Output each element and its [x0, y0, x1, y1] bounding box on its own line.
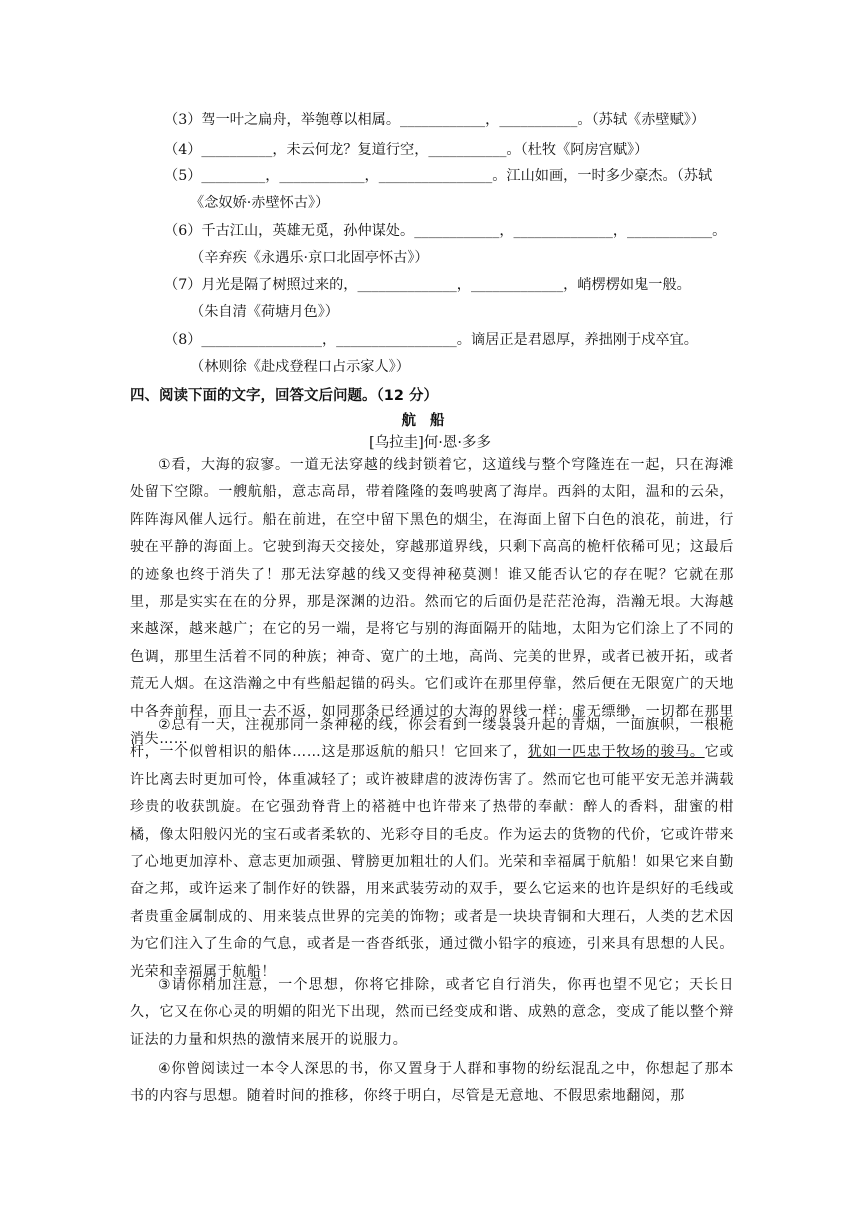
paragraph-3: ③请你稍加注意，一个思想，你将它排除，或者它自行消失，你再也望不见它；天长日久，它又在你心灵的明媚的阳光下出现，然而已经变成和谐、成熟的意念，变成了能以整个辩证法的力量和炽热的激情来展开的说服力。 — [130, 977, 734, 1048]
question-line-5-source: 《念奴娇·赤壁怀古》） — [190, 195, 330, 211]
paragraph-1: ①看，大海的寂寥。一道无法穿越的线封锁着它，这道线与整个穹隆连在一起，只在海滩处留下空隙。一艘航船，意志高昂，带着隆隆的轰鸣驶离了海岸。西斜的太阳，温和的云朵，阵阵海风催人远行。船在前进，在空中留下黑色的烟尘，在海面上留下白色的浪花，前进，行驶在平静的海面上。它驶到海天交接处，穿越那道界线，只剩下高高的桅杆依稀可见；这最后的迹象也终于消失了！那无法穿越的线又变得神秘莫测！谁又能否认它的存在呢？它就在那里，那是实实在在的分界，那是深渊的边沿。然而它的后面仍是茫茫沧海，浩瀚无垠。大海越来越深，越来越广；在它的另一端，是将它与别的海面隔开的陆地，太阳为它们涂上了不同的色调，那里生活着不同的种族；神奇、宽广的土地，高尚、完美的世界，或者已被开拓，或者荒无人烟。在这浩瀚之中有些船起锚的码头。它们或许在那里停靠，然后便在无限宽广的天地中各奔前程，而且一去不返，如同那条已经通过的大海的界线一样：虚无缥缈，一切都在那里消失…… — [130, 457, 734, 748]
article-author: [乌拉圭]何·恩·多多 — [368, 435, 492, 451]
question-line-8-source: （林则徐《赴戍登程口占示家人》） — [190, 359, 410, 375]
paragraph-2-text: ②总有一天，注视那同一条神秘的线，你会看到一缕袅袅升起的青烟，一面旗帜，一根桅杆，一个似曾相识的船体……这是那返航的船只！它回来了， — [130, 717, 734, 761]
question-line-8: （8）_________________，_________________。谪居正是君恩厚，养拙刚于戍卒宜。 — [164, 332, 698, 348]
paragraph-2 — [130, 712, 734, 986]
question-line-4: （4）__________，未云何龙？复道行空，___________。（杜牧《阿房宫赋》） — [164, 142, 649, 158]
question-line-7: （7）月光是隔了树照过来的，______________，_____________，峭楞楞如鬼一般。 — [164, 277, 691, 293]
article-title: 航船 — [401, 413, 459, 429]
question-line-7-source: （朱自清《荷塘月色》） — [190, 304, 339, 320]
underlined-sentence: 犹如一匹忠于牧场的骏马。 — [527, 744, 705, 761]
question-line-6-source: （辛弃疾《永遇乐·京口北固亭怀古》） — [190, 250, 429, 266]
section-heading: 四、阅读下面的文字，回答文后问题。（12 分） — [130, 388, 438, 404]
question-line-3: （3）驾一叶之扁舟，举匏尊以相属。____________，___________。（苏轼《赤壁赋》） — [164, 112, 706, 128]
question-line-5: （5）_________，____________，________________。江山如画，一时多少豪杰。（苏轼 — [164, 168, 713, 184]
paragraph-2-text-cont: 它或许比离去时更加可怜，体重减轻了；或许被肆虐的波涛伤害了。然而它也可能平安无恙并满载珍贵的收获凯旋。在它强劲脊背上的褡裢中也许带来了热带的奉献：醉人的香料，甜蜜的柑橘，像太阳般闪光的宝石或者柔软的、光彩夺目的毛皮。作为运去的货物的代价，它或许带来了心地更加淳朴、意志更加顽强、臂膀更加粗壮的人们。光荣和幸福属于航船！如果它来自勤奋之邦，或许运来了制作好的铁器，用来武装劳动的双手，要么它运来的也许是织好的毛线或者贵重金属制成的、用来装点世界的完美的饰物；或者是一块块青铜和大理石，人类的艺术因为它们注入了生命的气息，或者是一沓沓纸张，通过微小铅字的痕迹，引来具有思想的人民。光荣和幸福属于航船！ — [130, 744, 734, 980]
question-line-6: （6）千古江山，英雄无觅，孙仲谋处。____________，______________，____________。 — [164, 223, 727, 239]
paragraph-4: ④你曾阅读过一本令人深思的书，你又置身于人群和事物的纷纭混乱之中，你想起了那本书的内容与思想。随着时间的推移，你终于明白，尽管是无意地、不假思索地翻阅，那 — [130, 1061, 734, 1105]
